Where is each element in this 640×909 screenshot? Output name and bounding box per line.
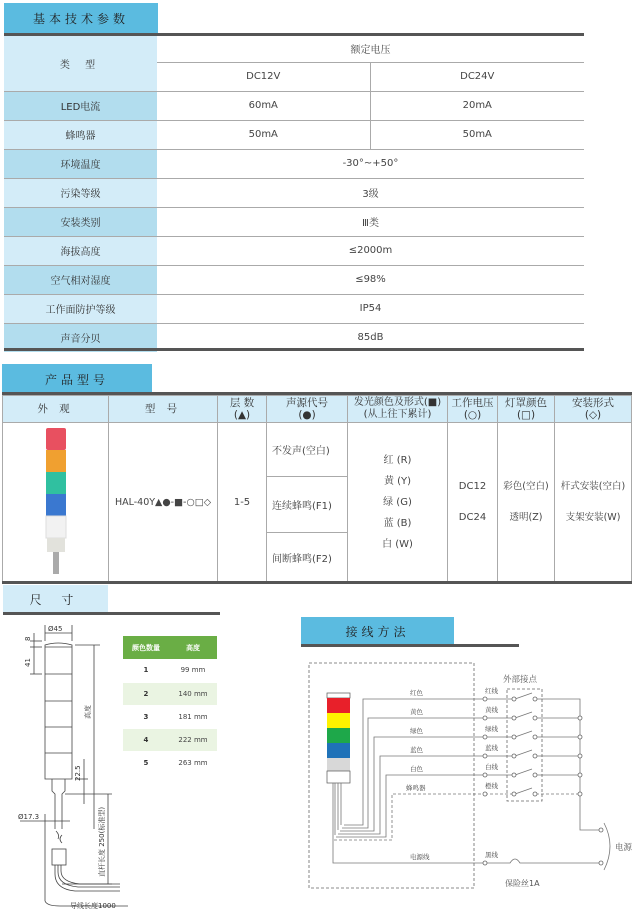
svg-text:电源: 电源 <box>615 843 633 853</box>
col-header: 颜色数量 <box>123 636 169 659</box>
col-header-sound: 声源代号 (●) <box>267 396 348 423</box>
tower-light-icon <box>41 426 71 576</box>
cell-value: 20mA <box>370 91 584 120</box>
row-label: 空气相对湿度 <box>4 265 157 294</box>
type-label: 类 型 <box>4 36 157 91</box>
table-row: 4 222 mm <box>123 728 217 751</box>
wiring-diagram <box>300 655 640 905</box>
svg-text:白线: 白线 <box>485 763 498 771</box>
cell-value: ≤2000m <box>157 236 584 265</box>
sound-option: 连续蜂鸣(F1) <box>267 477 348 533</box>
svg-text:直杆长度 250(标准型): 直杆长度 250(标准型) <box>98 806 106 877</box>
rated-voltage-label: 额定电压 <box>157 36 584 62</box>
col-header-color: 发光颜色及形式(■) (从上往下累计) <box>348 396 448 423</box>
cell-value: Ⅲ类 <box>157 207 584 236</box>
cell-value: 50mA <box>370 120 584 149</box>
sound-option: 间断蜂鸣(F2) <box>267 533 348 583</box>
red-layer <box>327 698 350 713</box>
svg-text:黄线: 黄线 <box>485 706 498 714</box>
table-row: 2 140 mm <box>123 682 217 705</box>
product-model-table <box>2 395 632 584</box>
svg-text:8: 8 <box>24 636 32 641</box>
svg-text:黄色: 黄色 <box>410 708 423 716</box>
table-row: 5 263 mm <box>123 751 217 774</box>
col-header-voltage: 工作电压 (○) <box>448 396 498 423</box>
svg-text:22.5: 22.5 <box>74 765 82 781</box>
svg-text:蓝线: 蓝线 <box>485 744 498 752</box>
sound-option: 不发声(空白) <box>267 423 348 477</box>
cell-value: 3级 <box>157 178 584 207</box>
section-rule <box>3 612 220 615</box>
product-image <box>3 423 109 583</box>
row-label: LED电流 <box>4 91 157 120</box>
height-table <box>123 636 217 775</box>
svg-text:Ø17.3: Ø17.3 <box>18 813 40 821</box>
table-row: 3 181 mm <box>123 705 217 728</box>
col-header-appearance: 外 观 <box>3 396 109 423</box>
col-header-layers: 层 数 (▲) <box>218 396 267 423</box>
row-label: 蜂鸣器 <box>4 120 157 149</box>
svg-text:蜂鸣器: 蜂鸣器 <box>406 784 426 792</box>
svg-text:导线长度1000: 导线长度1000 <box>70 902 116 909</box>
cell-value: ≤98% <box>157 265 584 294</box>
cell-value: -30°~+50° <box>157 149 584 178</box>
svg-text:绿线: 绿线 <box>485 725 498 733</box>
model-code: HAL-40Y▲●-■-○□◇ <box>109 423 218 583</box>
svg-text:绿色: 绿色 <box>410 727 423 735</box>
col-header: 高度 <box>169 636 217 659</box>
shade-options: 彩色(空白) 透明(Z) <box>498 423 555 583</box>
layers-value: 1-5 <box>218 423 267 583</box>
cell-value: 50mA <box>157 120 370 149</box>
row-label: 声音分贝 <box>4 323 157 352</box>
voltage-options: DC12 DC24 <box>448 423 498 583</box>
color-options: 红 (R) 黄 (Y) 绿 (G) 蓝 (B) 白 (W) <box>348 423 448 583</box>
svg-text:Ø45: Ø45 <box>48 625 63 633</box>
mount-options: 杆式安装(空白) 支架安装(W) <box>555 423 632 583</box>
svg-text:红线: 红线 <box>485 687 498 695</box>
svg-text:高度: 高度 <box>84 705 92 719</box>
row-label: 工作面防护等级 <box>4 294 157 323</box>
section-tab-basic-params: 基本技术参数 <box>4 3 158 34</box>
col-header-mount: 安装形式 (◇) <box>555 396 632 423</box>
section-tab-wiring: 接线方法 <box>301 617 454 645</box>
svg-text:外部接点: 外部接点 <box>503 675 538 685</box>
section-tab-product-model: 产品型号 <box>2 364 152 394</box>
svg-text:保险丝1A: 保险丝1A <box>505 879 540 888</box>
cell-value: IP54 <box>157 294 584 323</box>
cell-value: 85dB <box>157 323 584 352</box>
row-label: 安装类别 <box>4 207 157 236</box>
cell-value: 60mA <box>157 91 370 120</box>
svg-text:电源线: 电源线 <box>410 853 430 861</box>
svg-text:黑线: 黑线 <box>485 851 498 859</box>
section-tab-dimensions: 尺 寸 <box>3 585 108 613</box>
row-label: 环境温度 <box>4 149 157 178</box>
voltage-col-dc12: DC12V <box>157 62 370 91</box>
col-header-shade: 灯罩颜色 (□) <box>498 396 555 423</box>
spec-table <box>4 36 584 352</box>
voltage-col-dc24: DC24V <box>370 62 584 91</box>
row-label: 海拔高度 <box>4 236 157 265</box>
table-row: 1 99 mm <box>123 659 217 682</box>
section-rule <box>4 348 584 351</box>
col-header-model: 型 号 <box>109 396 218 423</box>
svg-text:白色: 白色 <box>410 765 423 773</box>
svg-text:红色: 红色 <box>410 689 423 697</box>
svg-text:41: 41 <box>24 658 32 667</box>
section-rule <box>301 644 519 647</box>
row-label: 污染等级 <box>4 178 157 207</box>
svg-text:蓝色: 蓝色 <box>410 746 423 754</box>
svg-text:橙线: 橙线 <box>485 782 498 790</box>
